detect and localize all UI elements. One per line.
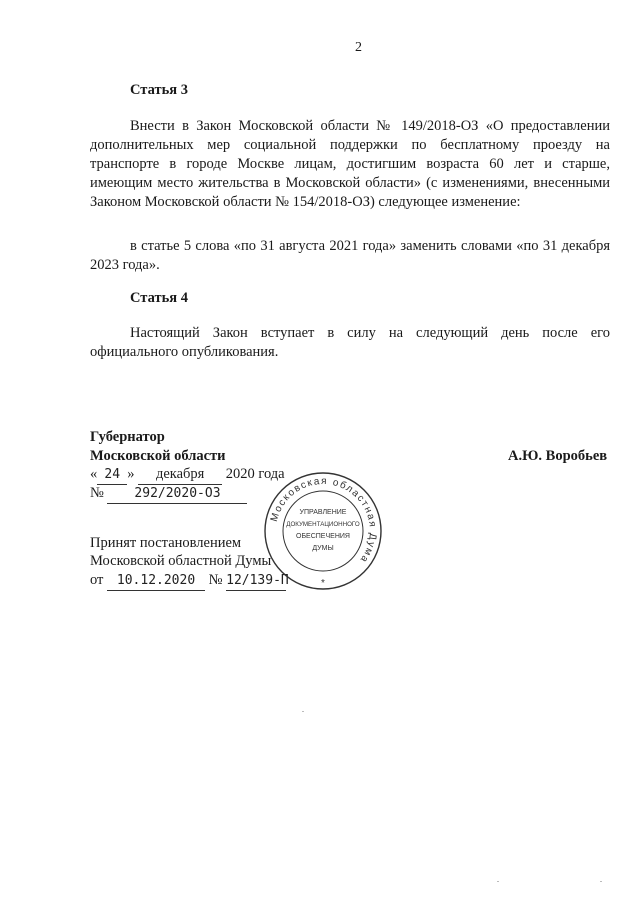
date-year: 2020 года	[225, 466, 285, 482]
scan-speck	[600, 881, 602, 882]
adoption-number-value: 12/139-П	[226, 571, 286, 591]
law-number-value: 292/2020-ОЗ	[107, 484, 247, 504]
stamp-center-line-2: ДОКУМЕНТАЦИОННОГО	[286, 521, 360, 528]
signatory-name: А.Ю. Воробьев	[508, 448, 608, 464]
date-open-quote: «	[90, 466, 98, 482]
article-3-paragraph-2: в статье 5 слова «по 31 августа 2021 года» заменить словами «по 31 декабря 2023 года».	[90, 238, 610, 273]
adoption-date-value: 10.12.2020	[107, 571, 205, 591]
law-number-row	[90, 484, 247, 504]
stamp-center-line-3: ОБЕСПЕЧЕНИЯ	[296, 533, 350, 540]
page-number: 2	[355, 40, 362, 55]
article-4-heading: Статья 4	[130, 290, 188, 306]
date-month: декабря	[138, 465, 222, 485]
scan-speck	[302, 711, 304, 712]
article-4-paragraph-1: Настоящий Закон вступает в силу на следующий день после его официального опубликования.	[90, 325, 610, 360]
adoption-line-1: Принят постановлением	[90, 535, 242, 551]
signing-date	[90, 465, 285, 485]
adoption-line-2: Московской областной Думы	[90, 553, 272, 569]
signatory-title-line-2: Московской области	[90, 448, 226, 464]
article-3-paragraph-1: Внести в Закон Московской области № 149/2018-ОЗ «О предоставлении дополнительных мер социальной поддержки по бесплатному проезду на транспорте в городе Москве лицам, достигшим возраста 60 лет и старше, имеющим место жительства в Московской области» (с изменениями, внесенными Законом Московской области № 154/2018-ОЗ) следующее изменение:	[90, 118, 610, 210]
stamp-center-line-1: УПРАВЛЕНИЕ	[299, 509, 347, 516]
scan-speck	[497, 881, 499, 882]
signatory-title-line-1: Губернатор	[90, 429, 165, 445]
adoption-date-row	[90, 571, 289, 591]
official-stamp	[262, 470, 384, 592]
adoption-from-label: от	[90, 572, 104, 588]
stamp-ring-text: Московская областная Дума	[268, 475, 379, 566]
article-3-heading: Статья 3	[130, 82, 188, 98]
stamp-star: *	[321, 578, 325, 589]
stamp-center-line-4: ДУМЫ	[312, 545, 334, 552]
date-close-quote: »	[127, 466, 135, 482]
law-number-label: №	[90, 485, 104, 501]
stamp-graphic	[262, 470, 384, 592]
adoption-number-label: №	[208, 572, 223, 588]
date-day: 24	[97, 465, 127, 485]
